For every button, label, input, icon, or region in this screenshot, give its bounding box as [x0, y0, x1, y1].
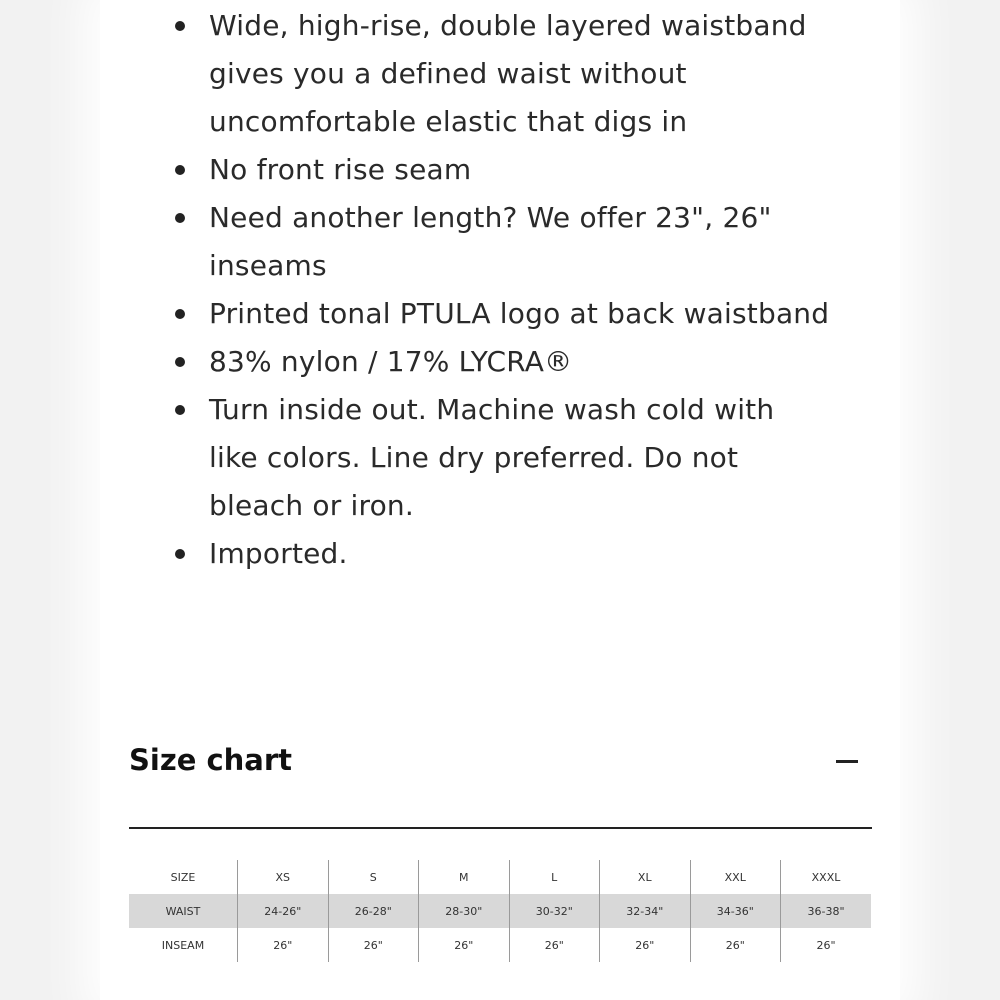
table-cell: 26"	[238, 928, 329, 962]
table-row	[129, 928, 871, 962]
bullet-icon	[175, 165, 185, 175]
bullet-icon	[175, 213, 185, 223]
feature-text: 83% nylon / 17% LYCRA®	[209, 345, 573, 378]
table-header-row	[129, 860, 871, 894]
table-cell: 26"	[328, 928, 419, 962]
table-cell: 26"	[690, 928, 781, 962]
feature-text: No front rise seam	[209, 153, 472, 186]
bullet-icon	[175, 357, 185, 367]
list-item	[172, 2, 832, 146]
table-cell: 26"	[509, 928, 600, 962]
table-cell: 26"	[419, 928, 510, 962]
list-item	[172, 290, 832, 338]
table-row	[129, 894, 871, 928]
feature-list	[172, 2, 832, 578]
table-cell: 26-28"	[328, 894, 419, 928]
column-header: S	[328, 860, 419, 894]
feature-text: Wide, high-rise, double layered waistband gives you a defined waist without uncomfortable elastic that digs in	[209, 9, 807, 138]
table-cell: 28-30"	[419, 894, 510, 928]
list-item	[172, 338, 832, 386]
row-label: WAIST	[129, 894, 238, 928]
table-cell: 32-34"	[600, 894, 691, 928]
list-item	[172, 530, 832, 578]
column-header: XL	[600, 860, 691, 894]
table-cell: 24-26"	[238, 894, 329, 928]
size-chart-table	[129, 860, 871, 962]
bullet-icon	[175, 405, 185, 415]
column-header: SIZE	[170, 870, 196, 884]
column-header: XXL	[690, 860, 781, 894]
column-header: L	[509, 860, 600, 894]
table-cell: 36-38"	[781, 894, 872, 928]
table-cell: 26"	[600, 928, 691, 962]
table-cell: 26"	[781, 928, 872, 962]
feature-text: Imported.	[209, 537, 348, 570]
bullet-icon	[175, 21, 185, 31]
collapse-size-chart-button[interactable]	[830, 745, 864, 779]
section-divider	[129, 827, 872, 829]
feature-text: Need another length? We offer 23", 26" inseams	[209, 201, 772, 282]
bullet-icon	[175, 549, 185, 559]
row-label: INSEAM	[161, 938, 205, 952]
table-cell: 30-32"	[509, 894, 600, 928]
feature-text: Turn inside out. Machine wash cold with like colors. Line dry preferred. Do not bleach or iron.	[209, 393, 775, 522]
list-item	[172, 194, 832, 290]
column-header: XS	[238, 860, 329, 894]
size-chart-heading[interactable]: Size chart	[129, 743, 293, 777]
list-item	[172, 386, 832, 530]
bullet-icon	[175, 309, 185, 319]
minus-icon	[836, 760, 858, 763]
column-header: XXXL	[781, 860, 872, 894]
feature-text: Printed tonal PTULA logo at back waistband	[209, 297, 830, 330]
table-cell: 34-36"	[690, 894, 781, 928]
list-item	[172, 146, 832, 194]
column-header: M	[419, 860, 510, 894]
